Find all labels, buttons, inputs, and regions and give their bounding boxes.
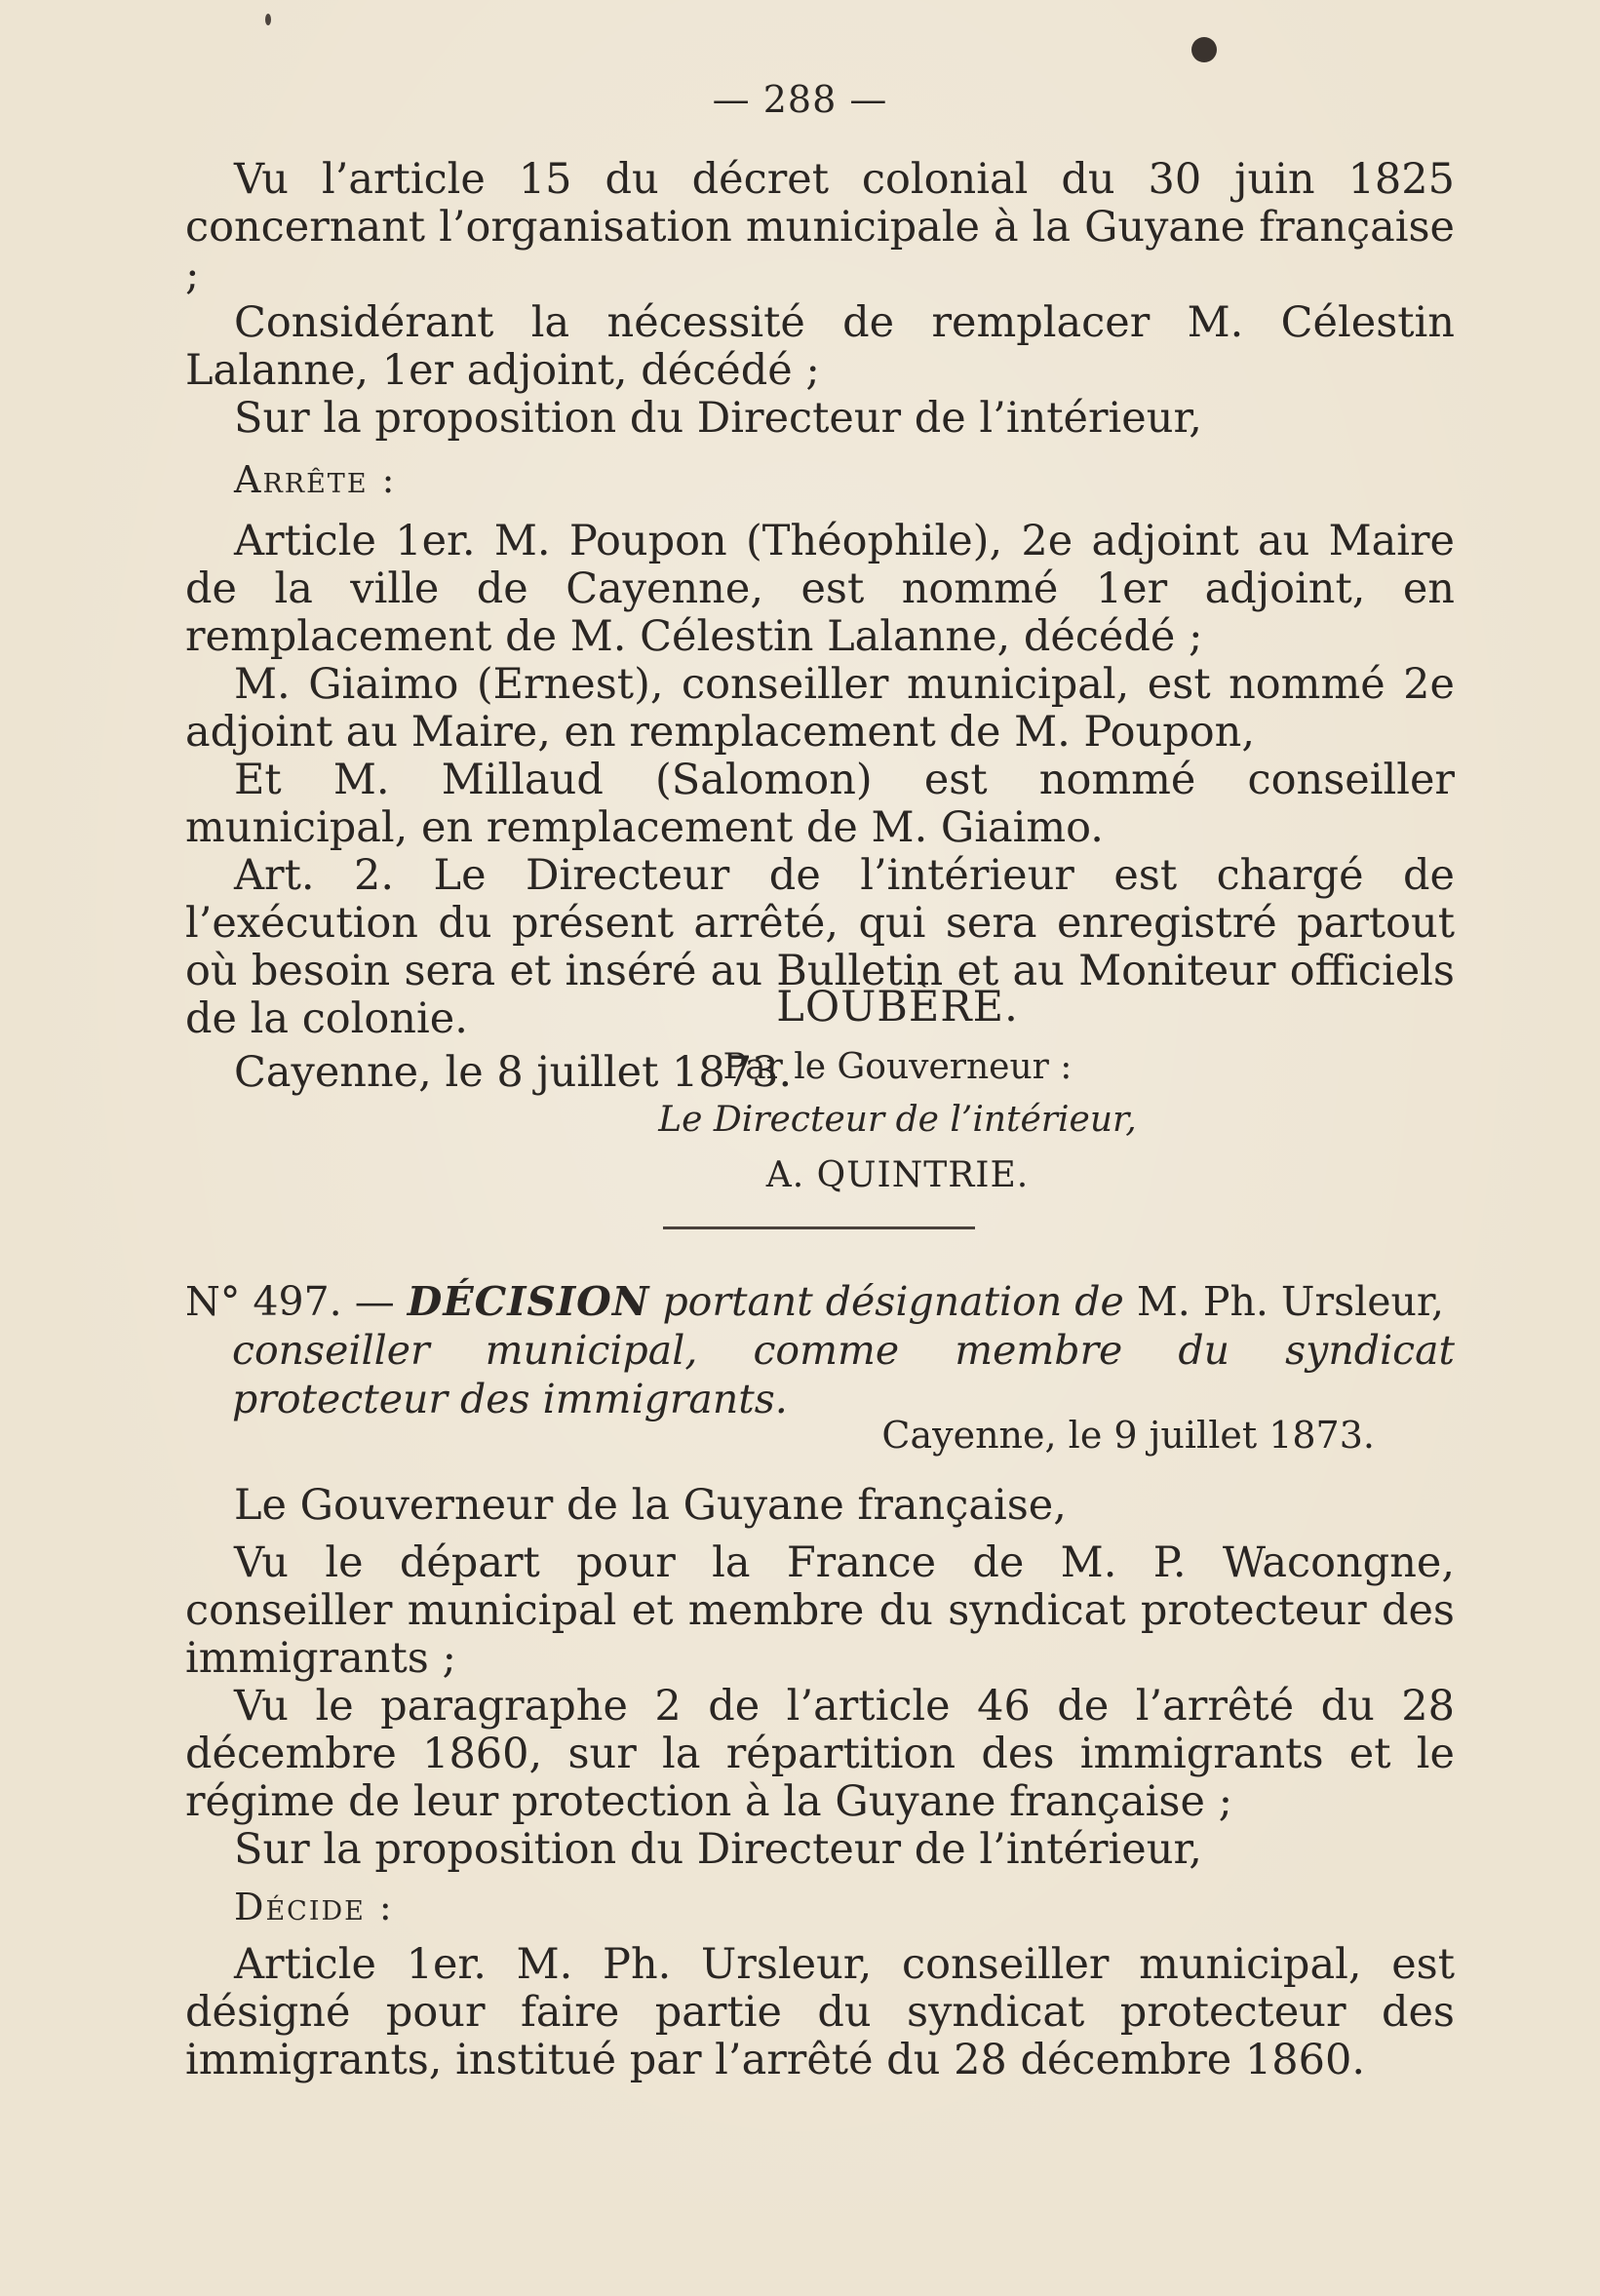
ink-dot bbox=[265, 14, 271, 25]
arrete-body bbox=[185, 156, 1455, 1097]
decision-article-1: Article 1er. M. Ph. Ursleur, conseiller municipal, est désigné pour faire partie du syndicat protecteur des immigrants, institué par l’arrêté du 28 décembre 1860. bbox=[185, 1940, 1455, 2084]
ink-spot bbox=[1191, 37, 1217, 62]
decision-person: M. Ph. Ursleur, bbox=[1136, 1278, 1445, 1325]
decision-on-proposal: Sur la proposition du Directeur de l’intérieur, bbox=[234, 1825, 1202, 1874]
decide-heading: Décide : bbox=[234, 1886, 394, 1928]
considering-paragraph-2: Vu le paragraphe 2 de l’article 46 de l’arrêté du 28 décembre 1860, sur la répartition des immigrants et le régime de leur protection à la Guyane française ; bbox=[185, 1682, 1455, 1826]
decision-title-continued: conseiller municipal, comme membre du syndicat protecteur des immigrants. bbox=[232, 1327, 1455, 1422]
arrete-heading: Arrête : bbox=[234, 458, 397, 501]
considering-departure: Vu le départ pour la France de M. P. Wacongne, conseiller municipal et membre du syndicat protecteur des immigrants ; bbox=[185, 1538, 1455, 1683]
decision-date: Cayenne, le 9 juillet 1873. bbox=[881, 1414, 1375, 1457]
article-1-giaimo: M. Giaimo (Ernest), conseiller municipal, est nommé 2e adjoint au Maire, en remplacement de M. Poupon, bbox=[185, 660, 1455, 757]
section-divider bbox=[663, 1226, 975, 1229]
director-title: Le Directeur de l’intérieur, bbox=[658, 1100, 1137, 1140]
on-proposal: Sur la proposition du Directeur de l’intérieur, bbox=[234, 394, 1202, 443]
decision-title: portant désignation de bbox=[662, 1278, 1124, 1325]
considering-article-15: Vu l’article 15 du décret colonial du 30 juin 1825 concernant l’organisation municipale à la Guyane française ; bbox=[185, 155, 1455, 299]
decision-heading bbox=[185, 1277, 1455, 1423]
page-number: — 288 — bbox=[712, 78, 888, 121]
by-governor-label: Par le Gouverneur : bbox=[722, 1047, 1073, 1087]
director-signature: A. QUINTRIE. bbox=[765, 1155, 1030, 1195]
article-2: Art. 2. Le Directeur de l’intérieur est chargé de l’exécution du présent arrêté, qui sera enregistré partout où besoin sera et inséré au Bulletin et au Moniteur officiels de la colonie. bbox=[185, 851, 1455, 1043]
decision-body bbox=[185, 1482, 1455, 2084]
arrete-date: Cayenne, le 8 juillet 1873. bbox=[234, 1048, 793, 1097]
article-1-millaud: Et M. Millaud (Salomon) est nommé conseiller municipal, en remplacement de M. Giaimo. bbox=[185, 756, 1455, 852]
decision-number: N° 497. — bbox=[185, 1278, 395, 1325]
article-1: Article 1er. M. Poupon (Théophile), 2e adjoint au Maire de la ville de Cayenne, est nommé 1er adjoint, en remplacement de M. Célestin Lalanne, décédé ; bbox=[185, 517, 1455, 661]
governor-heading: Le Gouverneur de la Guyane française, bbox=[234, 1481, 1067, 1530]
governor-signature: LOUBÈRE. bbox=[776, 983, 1019, 1031]
decision-type: DÉCISION bbox=[407, 1278, 650, 1325]
considering-replacement: Considérant la nécessité de remplacer M. Célestin Lalanne, 1er adjoint, décédé ; bbox=[185, 298, 1455, 395]
